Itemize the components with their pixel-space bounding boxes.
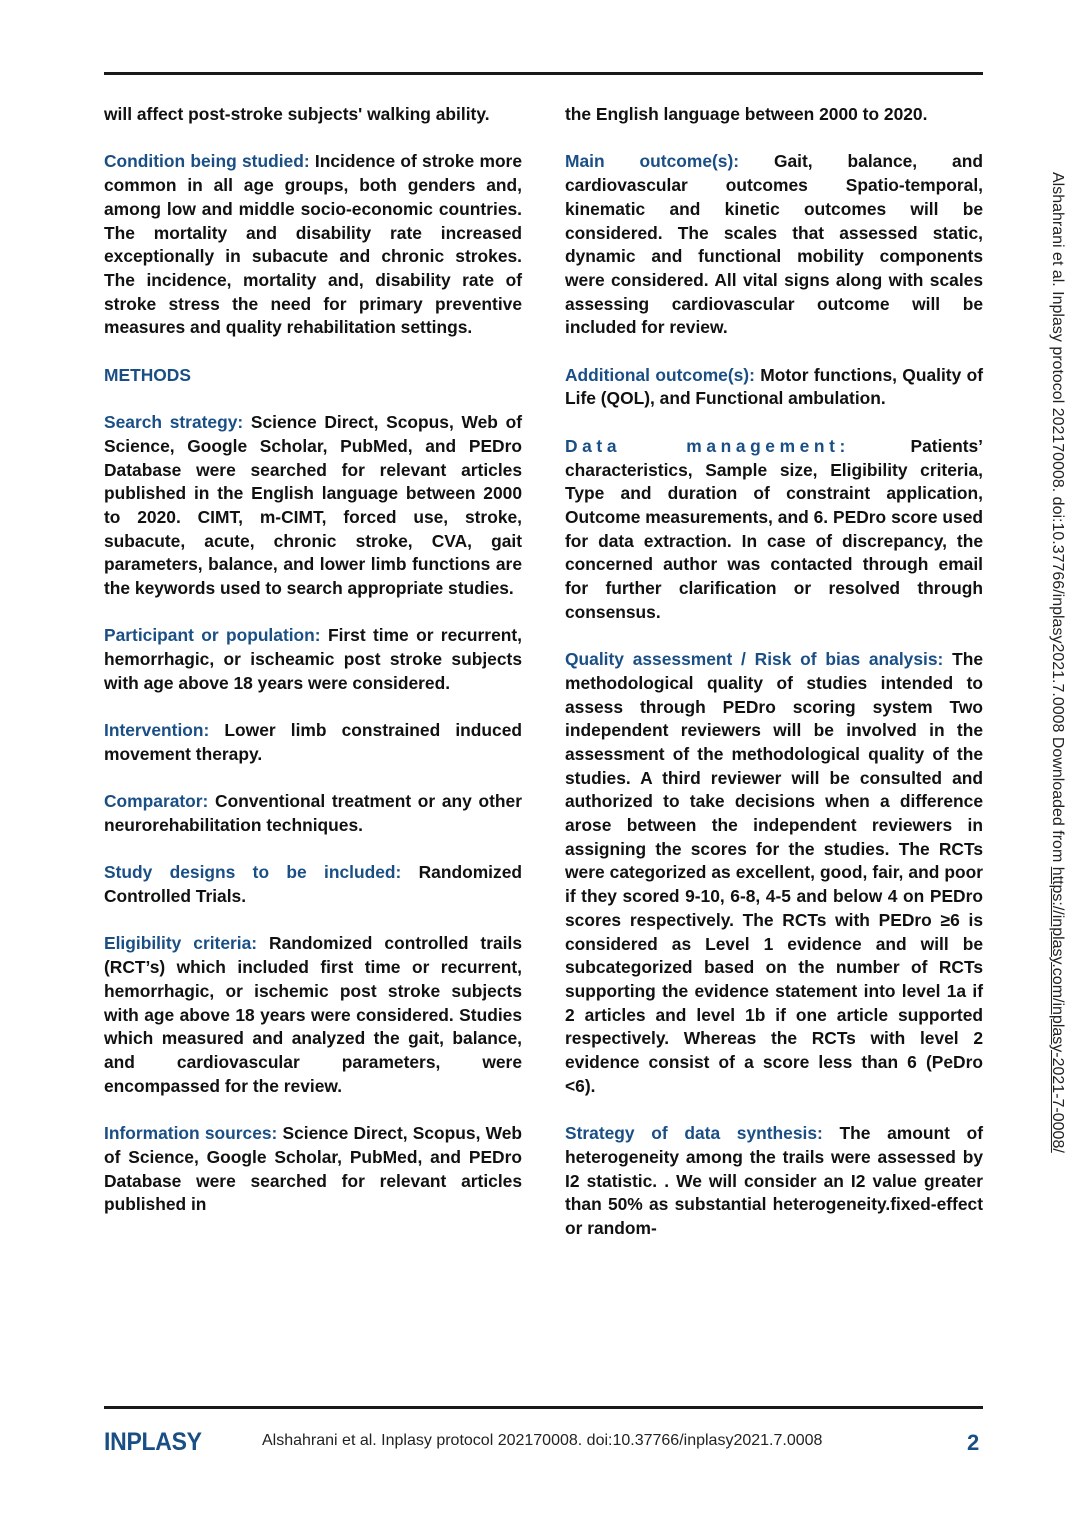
intro-continuation: will affect post-stroke subjects' walking ability. [104, 104, 490, 124]
data-synthesis-label: Strategy of data synthesis: [565, 1123, 823, 1144]
eligibility-text: Randomized controlled trails (RCT’s) which included first time or recurrent, hemorrhagic, or ischemic post stroke subjects with age above 18 years were considered. Studies which measured and analyzed the gait, balance, and cardiovascular parameters, were encompassed for the review. [104, 933, 522, 1096]
header-rule [104, 72, 983, 75]
search-strategy-text: Science Direct, Scopus, Web of Science, Google Scholar, PubMed, and PEDro Database were searched for relevant articles published in the English language between 2000 to 2020. CIMT, m-CIMT, forced use, stroke, subacute, acute, chronic stroke, CVA, gait parameters, balance, and lower limb functions are the keywords used to search appropriate studies. [104, 412, 522, 599]
study-designs-text: Randomized Controlled Trials. [104, 862, 522, 907]
information-sources-section [104, 1122, 522, 1217]
participant-text: First time or recurrent, hemorrhagic, or ischeamic post stroke subjects with age above 18 years were considered. [104, 625, 522, 693]
comparator-text: Conventional treatment or any other neurorehabilitation techniques. [104, 791, 522, 835]
side-note-text: Alshahrani et al. Inplasy protocol 202170008. doi:10.37766/inplasy2021.7.0008 Downloaded from [1049, 172, 1066, 867]
right-column [565, 103, 983, 1264]
comparator-label: Comparator: [104, 791, 209, 812]
intervention-section [104, 719, 522, 766]
main-outcomes-text: Gait, balance, and cardiovascular outcomes Spatio-temporal, kinematic and kinetic outcomes will be considered. The scales that assessed static, dynamic and functional mobility components were considered. All vital signs along with scales assessing cardiovascular outcome will be included for review. [565, 151, 983, 338]
footer-brand-logo: INPLASY [104, 1428, 202, 1456]
page-number: 2 [967, 1430, 980, 1455]
main-outcomes-section [565, 150, 983, 340]
footer-citation: Alshahrani et al. Inplasy protocol 202170008. doi:10.37766/inplasy2021.7.0008 [262, 1432, 823, 1449]
footer-rule [104, 1406, 983, 1409]
quality-assessment-text: The methodological quality of studies intended to assess through PEDro scoring system Two independent reviewers will be involved in the assessment of the methodological quality of the studies. A third reviewer will be consulted and authorized to take decisions when a difference arose between the independent reviewers in assigning the scores for the studies. The RCTs were categorized as excellent, good, fair, and poor if they scored 9-10, 6-8, 4-5 and below 4 on PEDro scores respectively. The RCTs with PEDro ≥6 is considered as Level 1 evidence and will be subcategorized based on the number of RCTs supporting the evidence statement into level 1a if 2 articles and level 1b if one article supported respectively. Whereas the RCTs with level 2 evidence consist of a score less than 6 (PeDro <6). [565, 649, 984, 1096]
study-designs-section [104, 861, 522, 908]
information-sources-text: Science Direct, Scopus, Web of Science, Google Scholar, PubMed, and PEDro Database were searched for relevant articles published in [104, 1123, 522, 1215]
information-sources-label: Information sources: [104, 1123, 278, 1144]
comparator-section [104, 790, 522, 837]
methods-heading: METHODS [104, 364, 191, 385]
search-strategy-label: Search strategy: [104, 412, 244, 433]
eligibility-label: Eligibility criteria: [104, 933, 258, 954]
condition-label: Condition being studied: [104, 151, 310, 172]
quality-assessment-label: Quality assessment / Risk of bias analysis: [565, 649, 944, 670]
main-outcomes-label: Main outcome(s): [565, 151, 740, 172]
additional-outcomes-label: Additional outcome(s): [565, 364, 755, 385]
participant-section [104, 624, 522, 695]
quality-assessment-section [565, 648, 983, 1098]
data-synthesis-section [565, 1122, 983, 1241]
additional-outcomes-section [565, 364, 983, 411]
condition-text: Incidence of stroke more common in all age groups, both genders and, among low and middle socio-economic countries. The mortality and disability rate increased exceptionally in subacute and chronic strokes. The incidence, mortality and, disability rate of stroke stress the need for primary preventive measures and quality rehabilitation settings. [104, 151, 523, 338]
left-column [104, 103, 522, 1241]
eligibility-section [104, 932, 522, 1098]
participant-label: Participant or population: [104, 625, 321, 646]
intervention-text: Lower limb constrained induced movement therapy. [104, 720, 522, 764]
additional-outcomes-text: Motor functions, Quality of Life (QOL), and Functional ambulation. [565, 364, 983, 409]
info-continuation: the English language between 2000 to 2020. [565, 104, 928, 124]
data-management-text: Patients’ characteristics, Sample size, Eligibility criteria, Type and duration of constraint application, Outcome measurements, and 6. PEDro score used for data extraction. In case of discrepancy, the concerned author was contacted through email for further clarification or resolved through consensus. [565, 435, 983, 622]
data-management-section [565, 435, 983, 625]
data-synthesis-text: The amount of heterogeneity among the trails were assessed by I2 statistic. . We will consider an I2 value greater than 50% as substantial heterogeneity.fixed-effect or random- [565, 1123, 983, 1238]
condition-section [104, 150, 522, 340]
study-designs-label: Study designs to be included: [104, 862, 402, 883]
side-note-link[interactable]: https://inplasy.com/inplasy-2021-7-0008/ [1049, 866, 1066, 1153]
intervention-label: Intervention: [104, 720, 210, 741]
search-strategy-section [104, 411, 522, 601]
data-management-label: Data management: [565, 435, 850, 456]
side-download-note [1048, 172, 1066, 1153]
